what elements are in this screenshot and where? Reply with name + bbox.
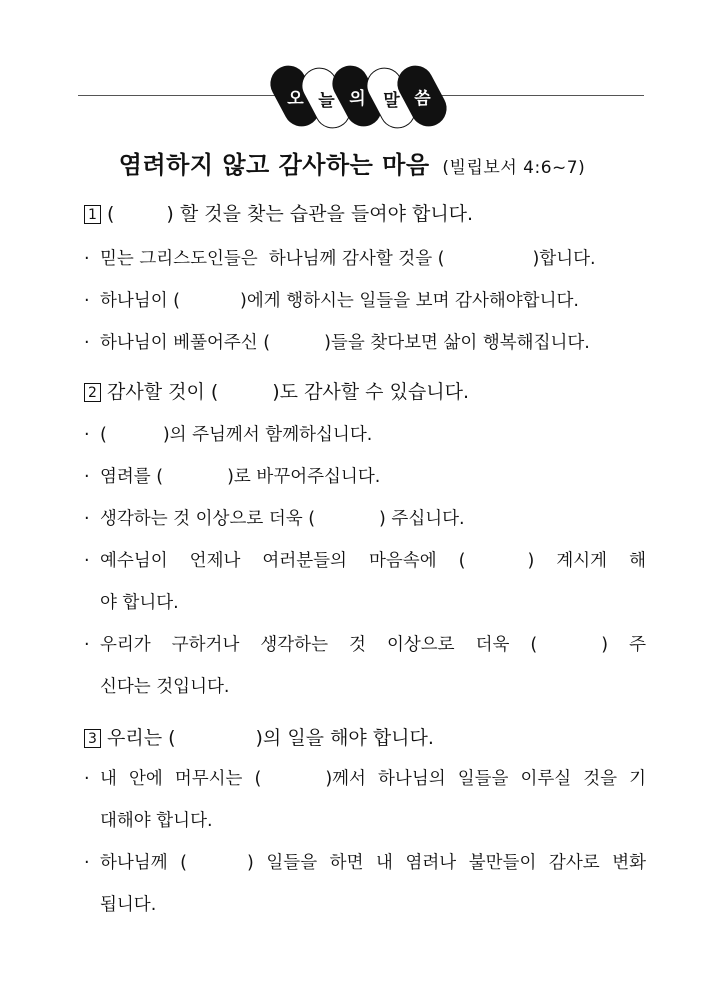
item-text-after: )에게 행하시는 일들을 보며 감사해야합니다. bbox=[240, 291, 579, 311]
item-text-before: ( bbox=[100, 425, 107, 445]
section-3 bbox=[84, 722, 646, 926]
section-1-number: 1 bbox=[84, 205, 101, 224]
title-main: 염려하지 않고 감사하는 마음 bbox=[118, 151, 430, 179]
item-text-after: )께서 하나님의 일들을 이루실 것을 기 bbox=[325, 769, 646, 789]
bullet: · bbox=[84, 769, 90, 789]
header-banner bbox=[0, 60, 704, 132]
section-2-number: 2 bbox=[84, 383, 101, 402]
item-text-before: 하나님이 ( bbox=[100, 291, 181, 311]
item-text-after: )들을 찾다보면 삶이 행복해집니다. bbox=[324, 333, 590, 353]
section-2 bbox=[84, 376, 646, 708]
item-text-before: 하나님께 ( bbox=[100, 853, 188, 873]
section-2-item-2 bbox=[84, 456, 646, 498]
page-title bbox=[0, 145, 704, 180]
section-1-item-3 bbox=[84, 322, 646, 364]
section-3-heading-after: )의 일을 해야 합니다. bbox=[255, 727, 434, 749]
bullet: · bbox=[84, 853, 90, 873]
item-text-before: 예수님이 언제나 여러분들의 마음속에 ( bbox=[100, 551, 466, 571]
item-text-before: 우리가 구하거나 생각하는 것 이상으로 더욱 ( bbox=[100, 635, 538, 655]
bullet: · bbox=[84, 249, 90, 269]
item-text-after: ) 일들을 하면 내 염려나 불만들이 감사로 변화 bbox=[247, 853, 647, 873]
banner-char-1: 오 bbox=[286, 88, 304, 109]
item-text-after: ) 계시게 해 bbox=[527, 551, 646, 571]
item-text-after: )합니다. bbox=[532, 249, 596, 269]
bullet: · bbox=[84, 509, 90, 529]
section-3-heading bbox=[84, 722, 646, 754]
item-text-before: 믿는 그리스도인들은 하나님께 감사할 것을 ( bbox=[100, 249, 445, 269]
section-2-heading bbox=[84, 376, 646, 408]
scripture-reference: (빌립보서 4:6~7) bbox=[442, 158, 586, 178]
bullet: · bbox=[84, 425, 90, 445]
section-1-heading-before: ( bbox=[107, 203, 115, 225]
item-text-continued: 야 합니다. bbox=[100, 593, 179, 613]
worksheet-body bbox=[84, 198, 646, 926]
banner-pills bbox=[273, 64, 463, 130]
bullet: · bbox=[84, 551, 90, 571]
banner-char-4: 말 bbox=[382, 90, 400, 111]
item-text-after: ) 주십니다. bbox=[379, 509, 465, 529]
banner-char-5: 씀 bbox=[413, 88, 431, 109]
item-text-after: ) 주 bbox=[601, 635, 647, 655]
section-1-item-2 bbox=[84, 280, 646, 322]
item-text-before: 염려를 ( bbox=[100, 467, 164, 487]
section-3-item-1 bbox=[84, 758, 646, 842]
section-3-heading-before: 우리는 ( bbox=[107, 727, 176, 749]
section-2-item-3 bbox=[84, 498, 646, 540]
section-2-item-5 bbox=[84, 624, 646, 708]
banner-char-2: 늘 bbox=[317, 90, 335, 111]
section-3-item-2 bbox=[84, 842, 646, 926]
section-2-heading-after: )도 감사할 수 있습니다. bbox=[272, 381, 470, 403]
section-2-item-4 bbox=[84, 540, 646, 624]
section-1-heading-after: ) 할 것을 찾는 습관을 들여야 합니다. bbox=[166, 203, 474, 225]
section-2-item-1 bbox=[84, 414, 646, 456]
item-text-continued: 신다는 것입니다. bbox=[100, 677, 230, 697]
item-text-after: )로 바꾸어주십니다. bbox=[227, 467, 381, 487]
section-1 bbox=[84, 198, 646, 364]
banner-char-3: 의 bbox=[348, 88, 366, 109]
bullet: · bbox=[84, 291, 90, 311]
item-text-continued: 대해야 합니다. bbox=[100, 811, 213, 831]
bullet: · bbox=[84, 635, 90, 655]
item-text-before: 내 안에 머무시는 ( bbox=[100, 769, 262, 789]
item-text-before: 생각하는 것 이상으로 더욱 ( bbox=[100, 509, 316, 529]
section-2-heading-before: 감사할 것이 ( bbox=[107, 381, 219, 403]
item-text-continued: 됩니다. bbox=[100, 895, 157, 915]
item-text-before: 하나님이 베풀어주신 ( bbox=[100, 333, 271, 353]
bullet: · bbox=[84, 333, 90, 353]
item-text-after: )의 주님께서 함께하십니다. bbox=[162, 425, 373, 445]
section-1-heading bbox=[84, 198, 646, 230]
bullet: · bbox=[84, 467, 90, 487]
section-3-number: 3 bbox=[84, 729, 101, 748]
section-1-item-1 bbox=[84, 238, 646, 280]
